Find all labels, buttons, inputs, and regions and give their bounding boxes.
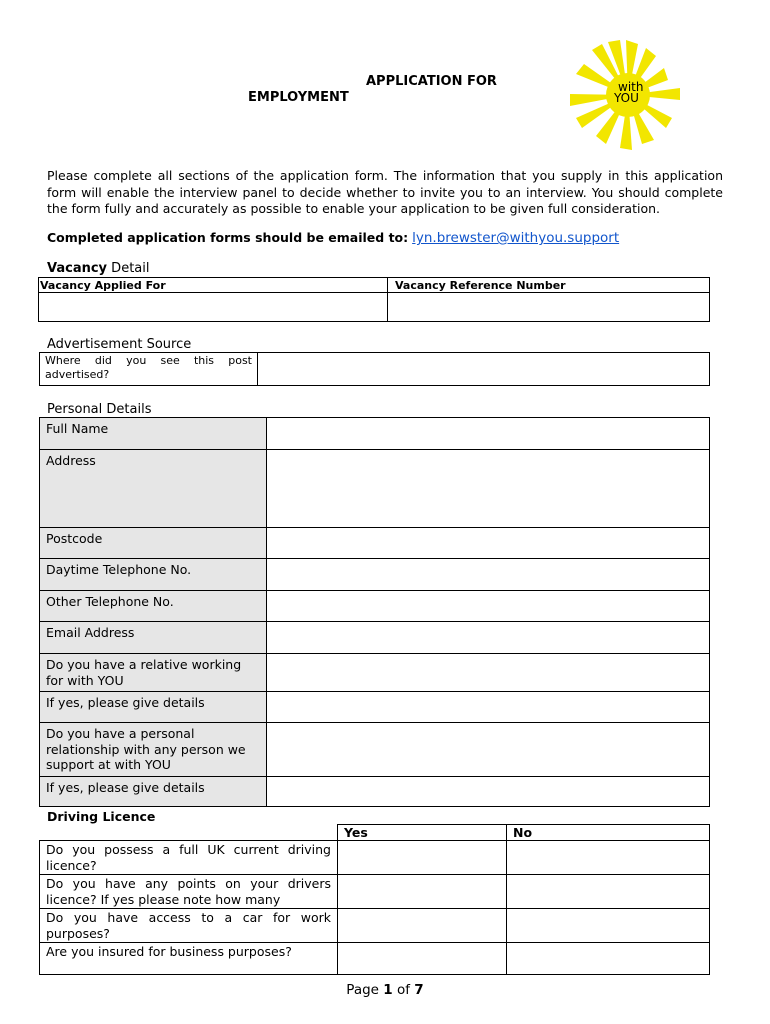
driving-insured-yes[interactable]	[338, 943, 507, 975]
title-line-2: EMPLOYMENT	[248, 90, 349, 105]
driving-heading: Driving Licence	[47, 809, 156, 824]
page-word: Page	[346, 982, 379, 998]
vacancy-applied-for-header: Vacancy Applied For	[39, 278, 388, 293]
label-relative-working: Do you have a relative working for with YOU	[40, 654, 267, 692]
label-email: Email Address	[40, 622, 267, 654]
personal-heading: Personal Details	[47, 402, 152, 417]
input-email[interactable]	[267, 622, 710, 654]
label-daytime-phone: Daytime Telephone No.	[40, 559, 267, 591]
advertisement-input[interactable]	[258, 353, 710, 386]
email-instruction	[47, 230, 619, 246]
label-postcode: Postcode	[40, 528, 267, 559]
vacancy-heading-bold: Vacancy	[47, 261, 108, 276]
driving-question-car: Do you have access to a car for work purposes?	[40, 909, 338, 943]
driving-question-licence: Do you possess a full UK current driving licence?	[40, 841, 338, 875]
vacancy-heading-rest: Detail	[107, 261, 150, 276]
input-postcode[interactable]	[267, 528, 710, 559]
email-link[interactable]: lyn.brewster@withyou.support	[412, 230, 620, 246]
label-other-phone: Other Telephone No.	[40, 591, 267, 622]
logo-text-with: with	[618, 80, 644, 94]
personal-table	[39, 417, 710, 807]
page-footer	[0, 982, 770, 998]
driving-car-no[interactable]	[507, 909, 710, 943]
advertisement-table	[39, 352, 710, 386]
driving-licence-yes[interactable]	[338, 841, 507, 875]
vacancy-heading	[47, 261, 149, 276]
driving-licence-no[interactable]	[507, 841, 710, 875]
driving-no-header: No	[507, 825, 710, 841]
driving-points-yes[interactable]	[338, 875, 507, 909]
of-word: of	[396, 982, 410, 998]
label-relative-details: If yes, please give details	[40, 692, 267, 723]
vacancy-table	[38, 277, 710, 322]
advertisement-heading: Advertisement Source	[47, 337, 192, 352]
email-instruction-label: Completed application forms should be emailed to:	[47, 230, 409, 245]
advertisement-question: Where did you see this post advertised?	[40, 353, 258, 386]
input-relative-details[interactable]	[267, 692, 710, 723]
page-number: 1	[383, 982, 393, 998]
label-address: Address	[40, 450, 267, 528]
input-relationship-details[interactable]	[267, 776, 710, 806]
logo-text-you: YOU	[614, 91, 639, 105]
driving-car-yes[interactable]	[338, 909, 507, 943]
page-total: 7	[414, 982, 424, 998]
input-daytime-phone[interactable]	[267, 559, 710, 591]
input-personal-relationship[interactable]	[267, 723, 710, 777]
input-full-name[interactable]	[267, 418, 710, 450]
vacancy-ref-input[interactable]	[388, 293, 710, 322]
driving-header-blank	[40, 825, 338, 841]
vacancy-applied-for-input[interactable]	[39, 293, 388, 322]
title-line-1: APPLICATION FOR	[366, 74, 497, 89]
intro-paragraph: Please complete all sections of the application form. The information that you supply in this application form will enable the interview panel to decide whether to invite you to an interview. You should complete the form fully and accurately as possible to enable your application to be given full consideration.	[47, 168, 723, 216]
vacancy-ref-header: Vacancy Reference Number	[388, 278, 710, 293]
driving-yes-header: Yes	[338, 825, 507, 841]
input-other-phone[interactable]	[267, 591, 710, 622]
driving-insured-no[interactable]	[507, 943, 710, 975]
label-full-name: Full Name	[40, 418, 267, 450]
driving-points-no[interactable]	[507, 875, 710, 909]
input-address[interactable]	[267, 450, 710, 528]
driving-question-insured: Are you insured for business purposes?	[40, 943, 338, 975]
label-relationship-details: If yes, please give details	[40, 776, 267, 806]
driving-question-points: Do you have any points on your drivers licence? If yes please note how many	[40, 875, 338, 909]
driving-table	[39, 824, 710, 975]
label-personal-relationship: Do you have a personal relationship with any person we support at with YOU	[40, 723, 267, 777]
with-you-logo	[568, 40, 688, 150]
input-relative-working[interactable]	[267, 654, 710, 692]
